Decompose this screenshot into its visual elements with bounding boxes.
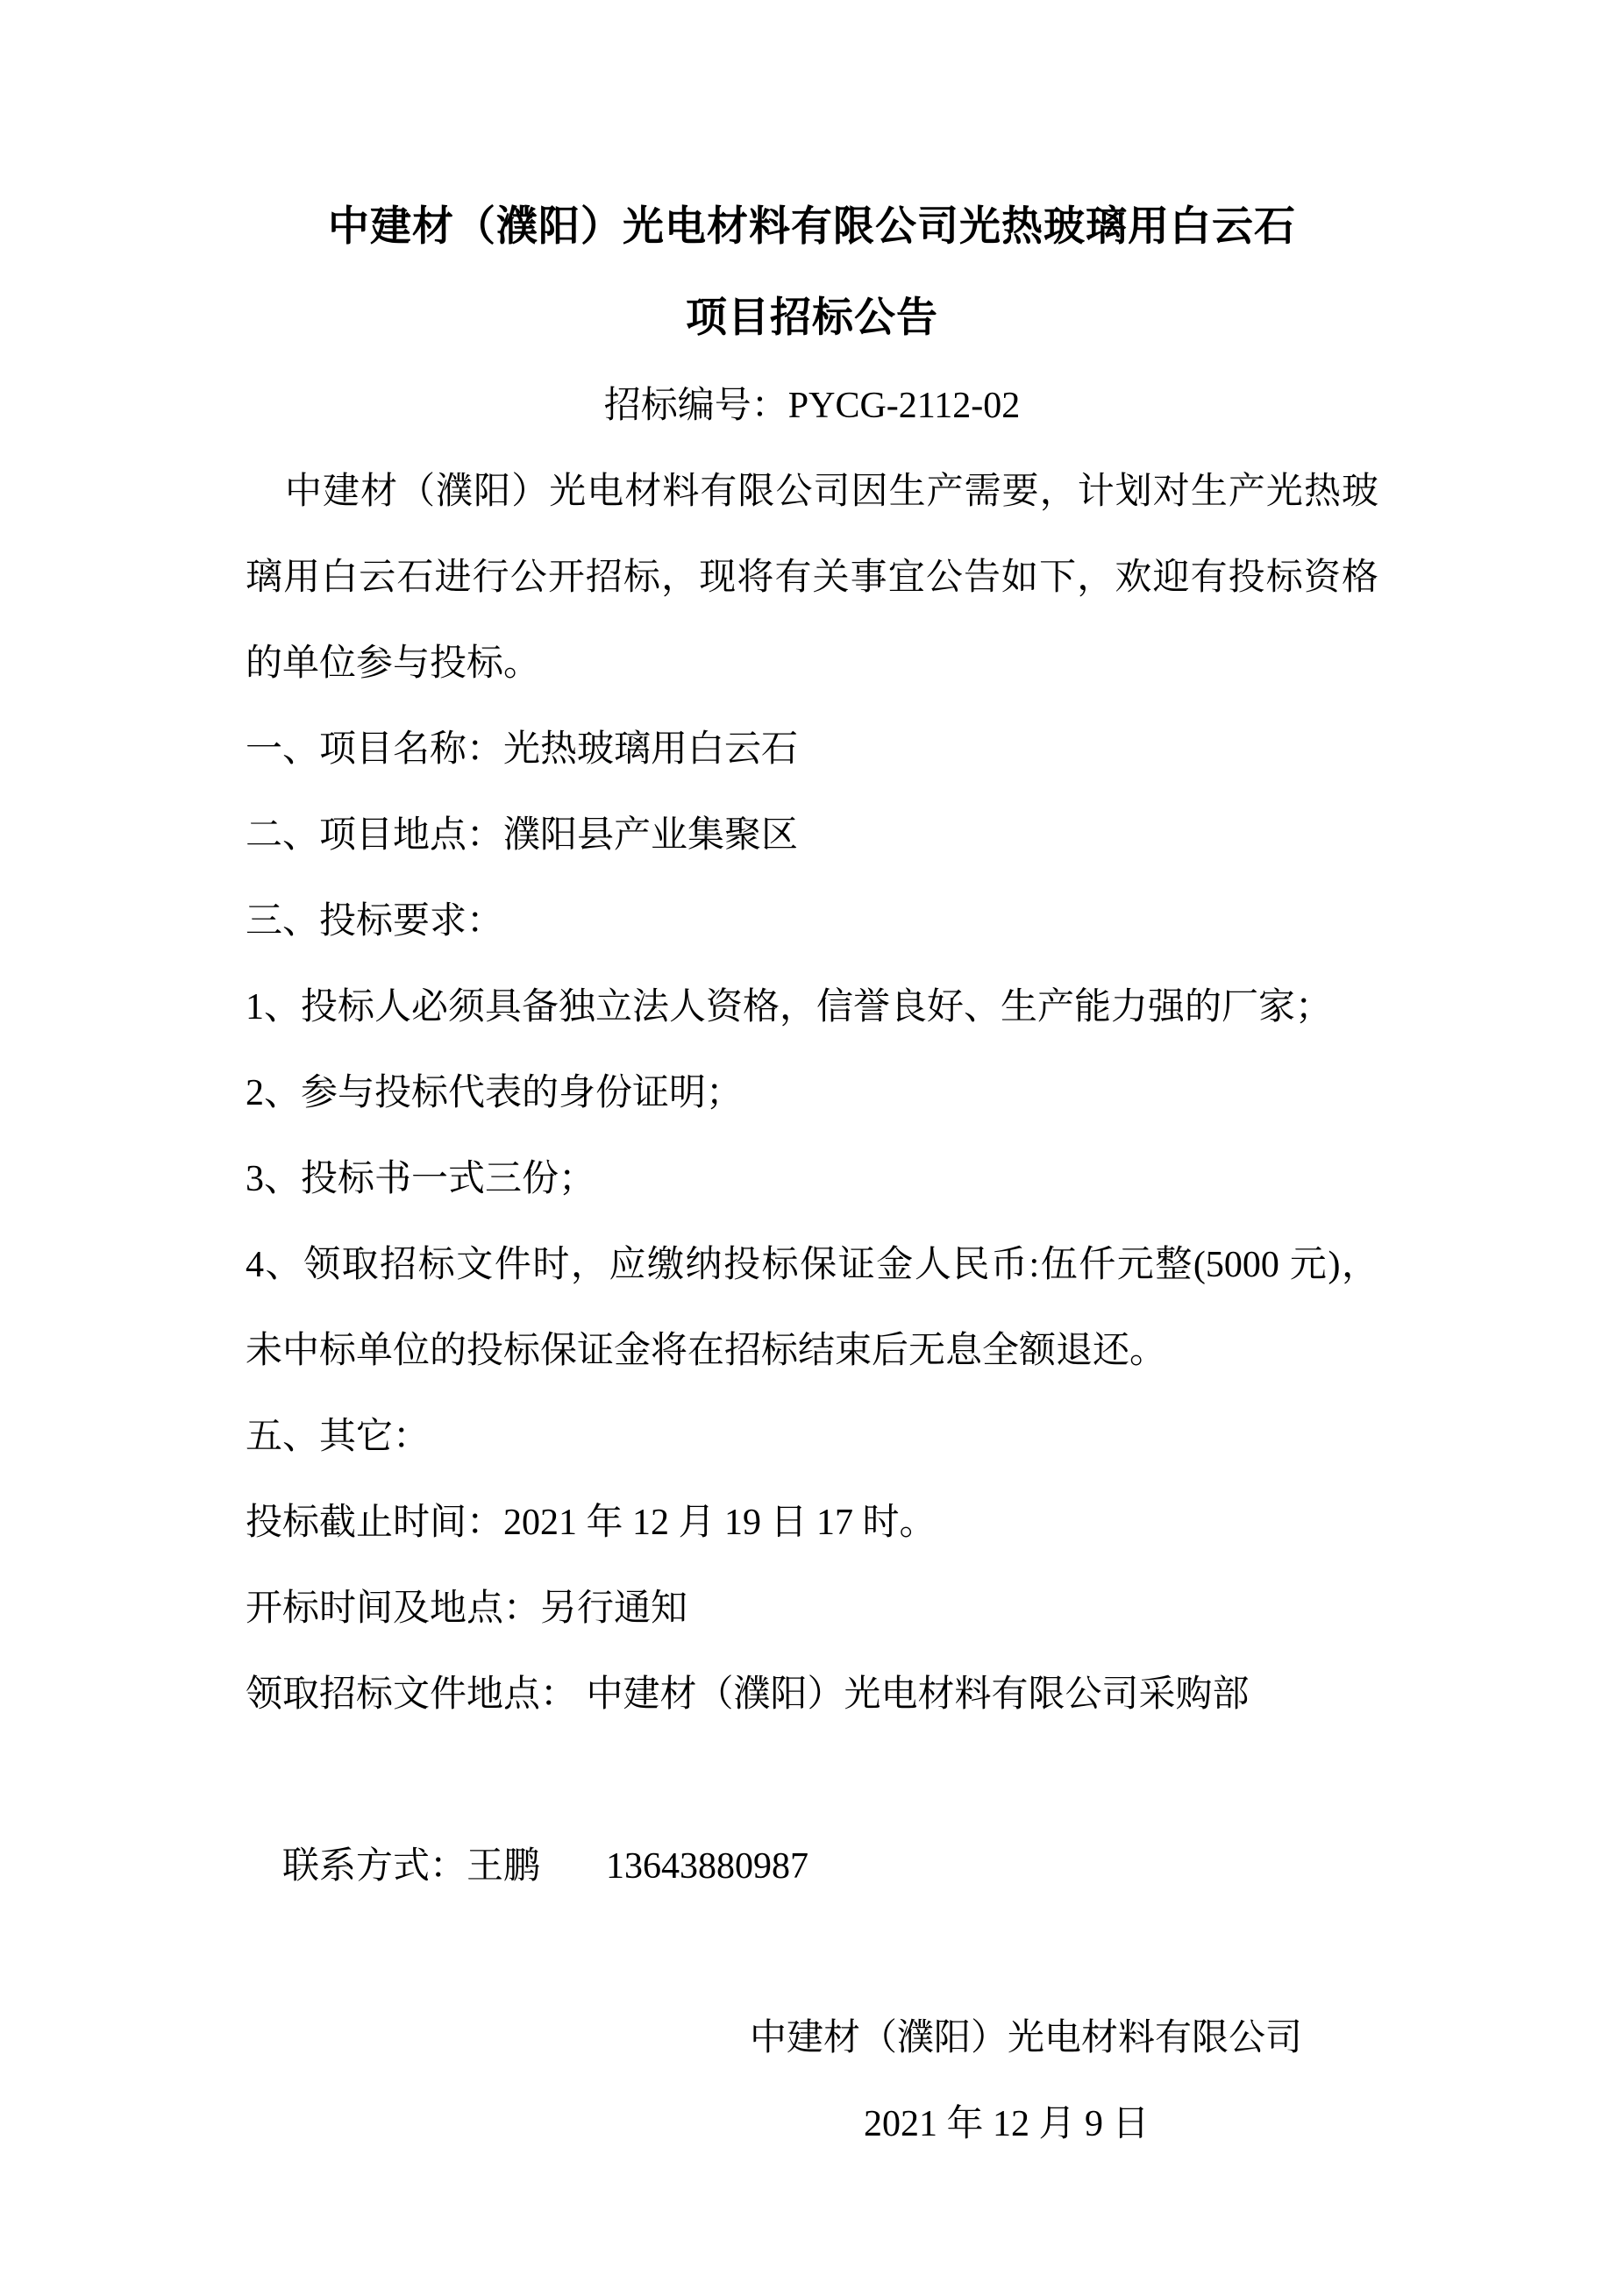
requirement-4-line-1: 4、领取招标文件时，应缴纳投标保证金人民币:伍仟元整(5000 元)， — [246, 1245, 1378, 1285]
requirement-2-line: 2、参与投标代表的身份证明； — [246, 1073, 744, 1113]
contact-line — [246, 1738, 1378, 1995]
contact-label: 联系方式：王鹏 — [282, 1846, 541, 1887]
requirement-1-line: 1、投标人必须具备独立法人资格，信誉良好、生产能力强的厂家； — [246, 987, 1333, 1027]
signature-company-line: 中建材（濮阳）光电材料有限公司 — [750, 2018, 1303, 2058]
other-heading: 五、其它： — [246, 1417, 431, 1457]
contact-phone: 13643880987 — [606, 1846, 809, 1887]
project-name-line: 一、项目名称：光热玻璃用白云石 — [246, 729, 799, 770]
bid-deadline-line: 投标截止时间：2021 年 12 月 19 日 17 时。 — [246, 1503, 937, 1543]
doc-title-line-2: 项目招标公告 — [686, 294, 938, 340]
bid-opening-line: 开标时间及地点：另行通知 — [246, 1589, 688, 1629]
requirement-4-line-2: 未中标单位的投标保证金将在招标结束后无息全额退还。 — [246, 1331, 1167, 1371]
signature-date-line: 2021 年 12 月 9 日 — [864, 2104, 1150, 2144]
intro-paragraph-line-1: 中建材（濮阳）光电材料有限公司因生产需要，计划对生产光热玻 — [285, 472, 1378, 512]
doc-title-line-1: 中建材（濮阳）光电材料有限公司光热玻璃用白云石 — [328, 203, 1296, 249]
requirement-3-line: 3、投标书一式三份； — [246, 1159, 596, 1199]
intro-paragraph-line-2: 璃用白云石进行公开招标，现将有关事宜公告如下，欢迎有投标资格 — [246, 558, 1378, 598]
tender-number-line: 招标编号：PYCG-2112-02 — [603, 386, 1021, 426]
project-location-line: 二、项目地点：濮阳县产业集聚区 — [246, 815, 799, 856]
intro-paragraph-line-3: 的单位参与投标。 — [246, 643, 541, 684]
document-pickup-line: 领取招标文件地点： 中建材（濮阳）光电材料有限公司采购部 — [246, 1674, 1250, 1715]
bid-requirements-heading: 三、投标要求： — [246, 901, 504, 942]
